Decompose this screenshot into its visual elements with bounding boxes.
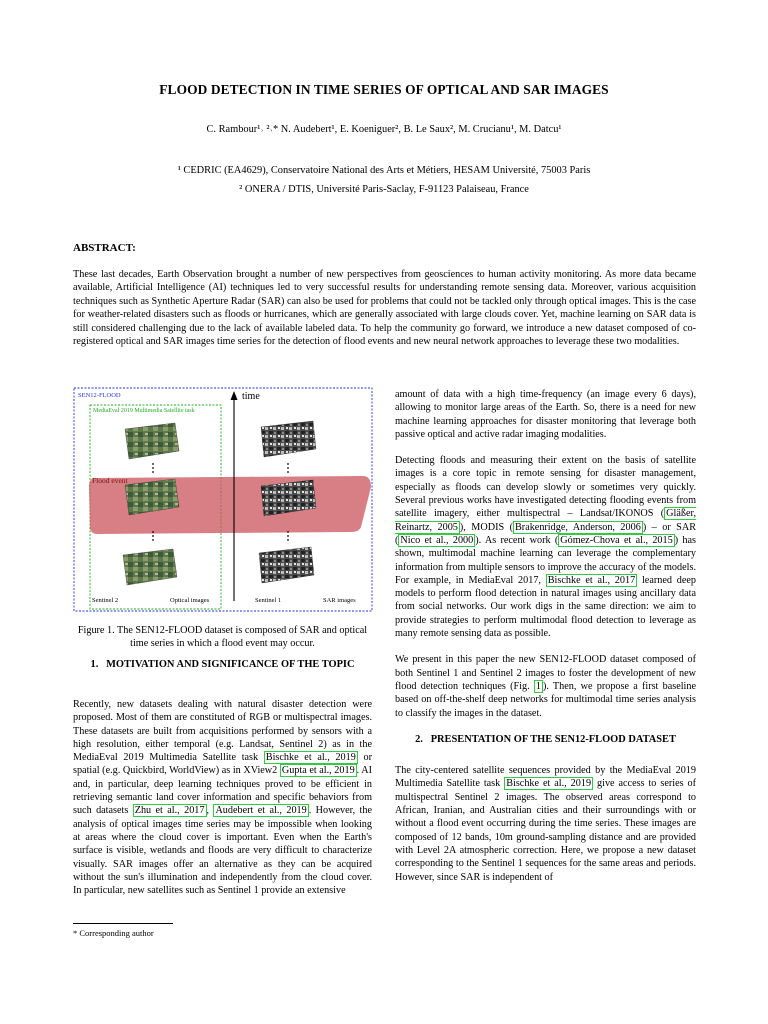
citation-link[interactable]: Zhu et al., 2017 — [134, 805, 205, 817]
citation-link[interactable]: Brakenridge, Anderson, 2006 — [515, 521, 641, 533]
sar-image-top — [261, 421, 316, 457]
citation-link[interactable]: Nico et al., 2000 — [400, 534, 474, 546]
citation-link[interactable]: 1 — [535, 680, 541, 692]
optical-image-bottom — [123, 549, 177, 585]
citation-link[interactable]: Bischke et al., 2019 — [265, 752, 356, 764]
time-label: time — [242, 391, 260, 402]
footnote-rule — [73, 923, 173, 924]
citation-link[interactable]: Gläßer, Reinartz, 2005 — [395, 508, 696, 533]
flood-event-label: Flood event — [92, 476, 128, 485]
citation-link[interactable]: Gómez-Chova et al., 2015 — [560, 534, 673, 546]
mediaeval-label: MediaEval 2019 Multimedia Satellite task — [93, 408, 195, 414]
section-2-heading — [395, 733, 696, 746]
abstract-heading: ABSTRACT: — [73, 242, 136, 254]
section-1-number: 1. — [90, 659, 99, 670]
dataset-label: SEN12-FLOOD — [78, 392, 121, 399]
author-list: C. Rambour¹˒ ²˒* N. Audebert¹, E. Koeniguer², B. Le Saux², M. Crucianu¹, M. Datcu¹ — [206, 124, 562, 135]
section-2-number: 2. — [415, 733, 423, 745]
affiliation-2: ² ONERA / DTIS, Université Paris-Saclay, F-91123 Palaiseau, France — [239, 184, 529, 195]
sar-image-bottom — [259, 547, 314, 583]
right-paragraph-1: amount of data with a high time-frequency (an image every 6 days), allowing to monitor large areas of the Earth. So, there is a need for new machine learning approaches for disaster monitoring that leverage both passive optical and active radar imaging modalities. — [395, 389, 696, 440]
citation-link[interactable]: Audebert et al., 2019 — [215, 805, 307, 817]
sentinel1-label: Sentinel 1 — [255, 597, 282, 604]
paper-title: FLOOD DETECTION IN TIME SERIES OF OPTICAL AND SAR IMAGES — [159, 82, 609, 97]
optical-images-label: Optical images — [170, 597, 210, 604]
right-column — [395, 388, 696, 897]
left-column — [73, 698, 372, 910]
section-1-title: MOTIVATION AND SIGNIFICANCE OF THE TOPIC — [106, 659, 355, 670]
sentinel2-label: Sentinel 2 — [92, 597, 119, 604]
section-1-paragraph: Recently, new datasets dealing with natural disaster detection were proposed. Most of them are constituted of RGB or multispectral images. These datasets are built from acquisitions performed by sensors with a high resolution, either temporal (e.g. Landsat, Sentinel 2) as in the MediaEval 2019 Multimedia Satellite task Bischke et al., 2019 or spatial (e.g. Quickbird, WorldView) as in XView2 Gupta et al., 2019 . AI and, in particular, deep learning techniques proved to be efficient in retrieving semantic land cover information and specific behaviors from such datasets Zhu et al., 2017 , Audebert et al., 2019 . However, the analysis of optical images time series may be impossible when looking at areas where the cloud cover is important. Even when the Earth's surface is visible, wetlands and floods are very difficult to characterize visually. SAR images offer an alternative as they can be acquired without the sun's illumination and independently from the cloud cover. In particular, new satellites such as Sentinel 1 provide an extensive — [73, 699, 372, 897]
right-paragraph-3: We present in this paper the new SEN12-FLOOD dataset composed of both Sentinel 1 and Sentinel 2 images to foster the development of new flood detection techniques (Fig. 1 ). Then, we propose a first baseline based on off-the-shelf deep networks for multimodal time series analysis to classify the images in the dataset. — [395, 654, 696, 719]
optical-image-top — [125, 423, 179, 459]
citation-link[interactable]: Bischke et al., 2019 — [506, 778, 592, 790]
right-paragraph-2: Detecting floods and measuring their extent on the basis of satellite images is a core topic in remote sensing for disaster management, especially as floods can develop slowly or sometimes very quickly. Several previous works have investigated detecting flooding events from satellite imagery, either multispectral – Landsat/IKONOS ( Gläßer, Reinartz, 2005 ), MODIS ( Brakenridge, Anderson, 2006 ) – or SAR ( Nico et al., 2000 ). As recent work ( Gómez-Chova et al., 2015 ) has shown, multimodal machine learning can leverage the complementary information from multiple sensors to improve the accuracy of the models. For example, in MediaEval 2017, Bischke et al., 2017 learned deep models to perform flood detection in natural images using ancillary data from social networks. Our work digs in the same direction: we aim to provide strategies to perform multimodal flood detection to leverage as many remote sensing data as possible. — [395, 455, 696, 640]
affiliation-1: ¹ CEDRIC (EA4629), Conservatoire National des Arts et Métiers, HESAM Université, 75003 Paris — [177, 165, 591, 176]
right-paragraph-4: The city-centered satellite sequences provided by the MediaEval 2019 Multimedia Satellite task Bischke et al., 2019 give access to series of multispectral Sentinel 2 images. The observed areas correspond to African, Iranian, and Australian cities and their surroundings with or without a flood event occurring during the time series. These images are composed of 12 bands, 10m ground-sampling distance and are provided with Level 2A atmospheric correction. Here, we propose a new dataset corresponding to the Sentinel 1 sequences for the same areas and periods. However, since SAR is independent of — [395, 765, 696, 883]
section-2-title: PRESENTATION OF THE SEN12-FLOOD DATASET — [430, 733, 676, 745]
figure-1 — [73, 387, 373, 612]
section-1-heading — [73, 659, 372, 670]
footnote: * Corresponding author — [73, 928, 154, 938]
figure-1-caption: Figure 1. The SEN12-FLOOD dataset is composed of SAR and optical time series in which a flood event may occur. — [77, 625, 368, 650]
time-arrow-icon — [231, 391, 238, 400]
citation-link[interactable]: Bischke et al., 2017 — [547, 574, 636, 586]
sar-images-label: SAR images — [323, 597, 356, 604]
citation-link[interactable]: Gupta et al., 2019 — [281, 765, 355, 777]
abstract-text: These last decades, Earth Observation brought a number of new perspectives from geosciences to human activity monitoring. As more data became available, Artificial Intelligence (AI) techniques led to very successful results for understanding remote sensing data. Moreover, various acquisition techniques such as Synthetic Aperture Radar (SAR) can also be used for problems that could not be tackled only through optical images. This is the case for weather-related disasters such as floods or hurricanes, which are generally associated with large clouds cover. Yet, machine learning on SAR data is still considered challenging due to the lack of available labeled data. To help the community go forward, we introduce a new dataset composed of co-registered optical and SAR images time series for the detection of flood events and new neural network approaches to leverage these two modalities. — [73, 269, 696, 348]
